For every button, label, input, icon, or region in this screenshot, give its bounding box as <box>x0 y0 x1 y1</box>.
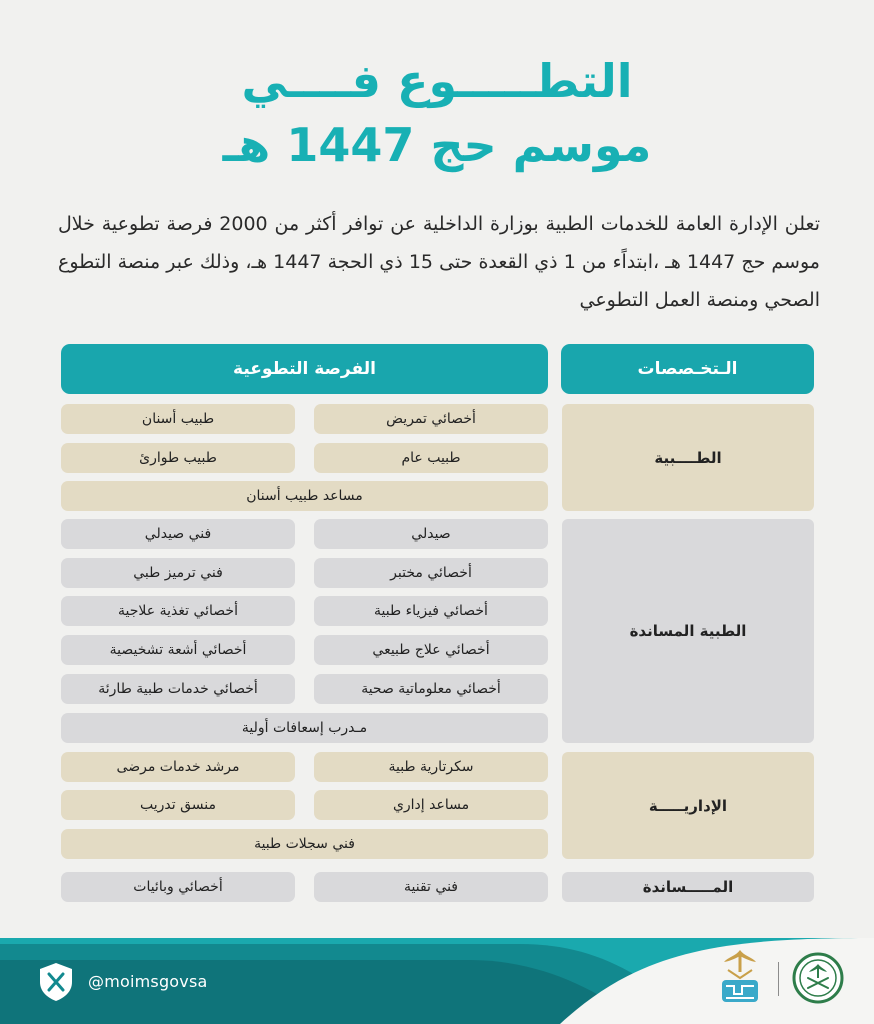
opportunity-general-physician: طبيب عام <box>314 443 548 473</box>
opportunity-first-aid-trainer: مـدرب إسعافات أولية <box>61 713 548 743</box>
opportunity-medical-coding-technician: فني ترميز طبي <box>61 558 295 588</box>
category-administrative: الإداريـــــة <box>562 752 814 859</box>
opportunity-medical-physics-specialist: أخصائي فيزياء طبية <box>314 596 548 626</box>
intro-paragraph: تعلن الإدارة العامة للخدمات الطبية بوزارة الداخلية عن توافر أكثر من 2000 فرصة تطوعية خلال موسم حج 1447 هـ ،ابتداًء من 1 ذي القعدة حتى 15 ذي الحجة 1447 هـ، وذلك عبر منصة التطوع الصحي ومنصة العمل التطوعي <box>58 213 821 311</box>
opportunity-nursing-specialist: أخصائي تمريض <box>314 404 548 434</box>
category-support: المـــــساندة <box>562 872 814 902</box>
opportunity-emergency-medical-services-specialist: أخصائي خدمات طبية طارئة <box>61 674 295 704</box>
page-title-line-2: موسم حج 1447 هـ <box>222 118 652 172</box>
opportunity-health-informatics-specialist: أخصائي معلوماتية صحية <box>314 674 548 704</box>
opportunity-dental-assistant: مساعد طبيب أسنان <box>61 481 548 511</box>
opportunity-clinical-nutrition-specialist: أخصائي تغذية علاجية <box>61 596 295 626</box>
header-volunteer-opportunity: الفرصة التطوعية <box>61 344 548 394</box>
opportunity-medical-records-technician: فني سجلات طبية <box>61 829 548 859</box>
opportunity-emergency-physician: طبيب طوارئ <box>61 443 295 473</box>
opportunity-dentist: طبيب أسنان <box>61 404 295 434</box>
opportunity-medical-secretary: سكرتارية طبية <box>314 752 548 782</box>
social-handle[interactable]: @moimsgovsa <box>88 972 208 991</box>
opportunity-technical-technician: فني تقنية <box>314 872 548 902</box>
page-title-line-1: التطـــــوع فــــي <box>241 54 633 108</box>
opportunity-training-coordinator: منسق تدريب <box>61 790 295 820</box>
opportunity-epidemiology-specialist: أخصائي وبائيات <box>61 872 295 902</box>
opportunity-pharmacy-technician: فني صيدلي <box>61 519 295 549</box>
category-medical: الطــــبية <box>562 404 814 511</box>
header-specialties: الـتخـصصات <box>561 344 814 394</box>
saudi-emblem-logo <box>792 952 844 1004</box>
opportunity-diagnostic-radiology-specialist: أخصائي أشعة تشخيصية <box>61 635 295 665</box>
opportunity-administrative-assistant: مساعد إداري <box>314 790 548 820</box>
x-logo-icon[interactable] <box>38 962 74 1002</box>
category-allied-medical: الطبية المساندة <box>562 519 814 743</box>
opportunity-patient-services-guide: مرشد خدمات مرضى <box>61 752 295 782</box>
hajj-emblem-logo <box>718 948 762 1004</box>
opportunity-pharmacist: صيدلي <box>314 519 548 549</box>
opportunity-physiotherapy-specialist: أخصائي علاج طبيعي <box>314 635 548 665</box>
logo-separator <box>778 962 779 996</box>
opportunity-lab-specialist: أخصائي مختبر <box>314 558 548 588</box>
